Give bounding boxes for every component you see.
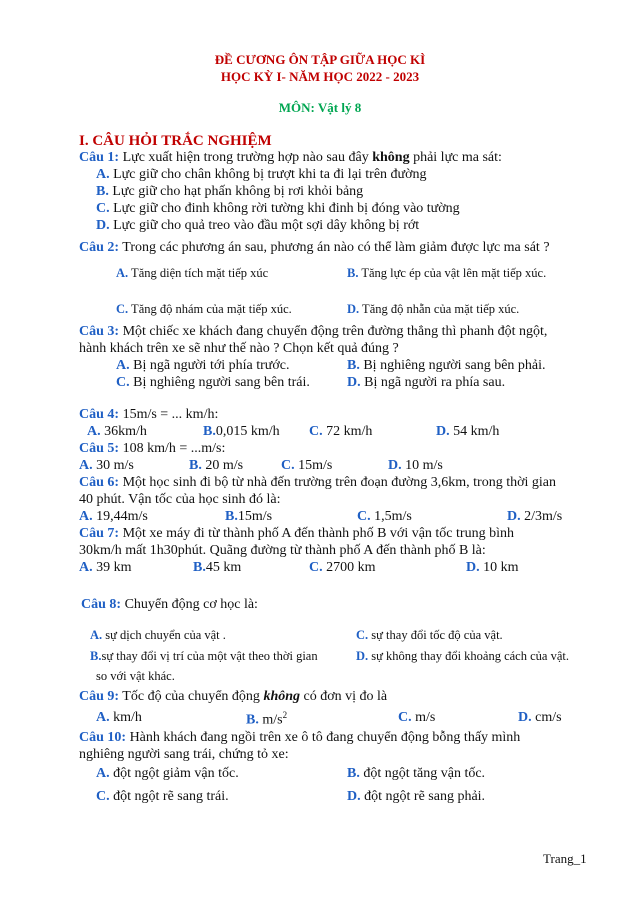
question-label: Câu 1:: [79, 150, 120, 165]
option-d: D. Bị ngã người ra phía sau.: [347, 375, 506, 390]
question-1: Câu 1: Lực xuất hiện trong trường hợp nào sau đây không phải lực ma sát:: [79, 150, 502, 165]
section-heading: I. CÂU HỎI TRẮC NGHIỆM: [79, 133, 272, 149]
option-b-cont: so với vật khác.: [96, 669, 175, 683]
option-a: A. 19,44m/s: [79, 509, 148, 524]
option-d: D. Lực giữ cho quả treo vào đầu một sợi dây không bị rớt: [96, 218, 420, 233]
option-d: D. sự không thay đổi khoảng cách của vật.: [356, 649, 569, 663]
option-b: B. Bị nghiêng người sang bên phải.: [347, 358, 546, 373]
option-b: B.15m/s: [225, 509, 273, 524]
option-a: A. 36km/h: [87, 424, 147, 439]
option-b: B. Lực giữ cho hạt phấn không bị rơi khỏi bảng: [96, 184, 364, 199]
option-c: C. 1,5m/s: [357, 509, 412, 524]
option-c: C. Bị nghiêng người sang bên trái.: [116, 375, 310, 390]
option-c: C. 2700 km: [309, 560, 376, 575]
question-8: Câu 8: Chuyển động cơ học là:: [81, 597, 258, 612]
question-6-cont: 40 phút. Vận tốc của học sinh đó là:: [79, 492, 281, 507]
question-10-cont: nghiêng người sang trái, chứng tỏ xe:: [79, 747, 289, 762]
question-6: Câu 6: Một học sinh đi bộ từ nhà đến trường trên đoạn đường 3,6km, trong thời gian: [79, 475, 556, 490]
option-a: A. Lực giữ cho chân không bị trượt khi ta đi lại trên đường: [96, 167, 427, 182]
option-b: B. đột ngột tăng vận tốc.: [347, 766, 486, 781]
option-d: D. đột ngột rẽ sang phải.: [347, 789, 486, 804]
page-number: Trang_1: [543, 851, 587, 866]
option-c: C. Tăng độ nhám của mặt tiếp xúc.: [116, 302, 292, 316]
subject-label: MÔN: Vật lý 8: [278, 100, 362, 115]
option-a: A. 39 km: [79, 560, 132, 575]
option-b: B. Tăng lực ép của vật lên mặt tiếp xúc.: [347, 266, 547, 280]
option-d: D. 54 km/h: [436, 424, 500, 439]
option-d: D. Tăng độ nhẵn của mặt tiếp xúc.: [347, 302, 520, 316]
question-2: Câu 2: Trong các phương án sau, phương án nào có thể làm giảm được lực ma sát ?: [79, 240, 550, 255]
option-c: C. 15m/s: [281, 458, 333, 473]
option-b: B.45 km: [193, 560, 242, 575]
question-7: Câu 7: Một xe máy đi từ thành phố A đến thành phố B với vận tốc trung bình: [79, 526, 514, 541]
doc-title: ĐỀ CƯƠNG ÔN TẬP GIỮA HỌC KÌ: [214, 52, 426, 67]
option-c: C. đột ngột rẽ sang trái.: [96, 789, 229, 804]
question-3-cont: hành khách trên xe sẽ như thế nào ? Chọn kết quả đúng ?: [79, 341, 399, 356]
option-a: A. Tăng diện tích mặt tiếp xúc: [116, 266, 269, 280]
option-c: C. sự thay đổi tốc độ của vật.: [356, 628, 503, 642]
option-a: A. 30 m/s: [79, 458, 134, 473]
option-c: C. Lực giữ cho đinh không rời tường khi đinh bị đóng vào tường: [96, 201, 460, 216]
question-4: Câu 4: 15m/s = ... km/h:: [79, 407, 219, 422]
question-10: Câu 10: Hành khách đang ngồi trên xe ô tô đang chuyển động bỗng thấy mình: [79, 730, 521, 745]
option-b: B. $m/s^2$: [246, 710, 288, 728]
question-7-cont: 30km/h mất 1h30phút. Quãng đường từ thành phố A đến thành phố B là:: [79, 543, 486, 558]
option-a: A. km/h: [96, 710, 142, 725]
option-d: D. cm/s: [518, 710, 562, 725]
option-c: C. m/s: [398, 710, 436, 725]
question-3: Câu 3: Một chiếc xe khách đang chuyển động trên đường thẳng thì phanh đột ngột,: [79, 324, 548, 339]
option-b: B. 20 m/s: [189, 458, 244, 473]
option-a: A. Bị ngã người tới phía trước.: [116, 358, 290, 373]
option-a: A. sự dịch chuyển của vật .: [90, 628, 226, 642]
option-a: A. đột ngột giảm vận tốc.: [96, 766, 239, 781]
option-d: D. 2/3m/s: [507, 509, 563, 524]
option-c: C. 72 km/h: [309, 424, 373, 439]
option-b: B.0,015 km/h: [203, 424, 280, 439]
doc-subtitle: HỌC KỲ I- NĂM HỌC 2022 - 2023: [220, 69, 420, 84]
question-5: Câu 5: 108 km/h = ...m/s:: [79, 441, 226, 456]
option-d: D. 10 m/s: [388, 458, 443, 473]
option-b: B.sự thay đổi vị trí của một vật theo thời gian: [90, 649, 318, 663]
option-d: D. 10 km: [466, 560, 519, 575]
question-9: Câu 9: Tốc độ của chuyển động không có đơn vị đo là: [79, 689, 388, 704]
